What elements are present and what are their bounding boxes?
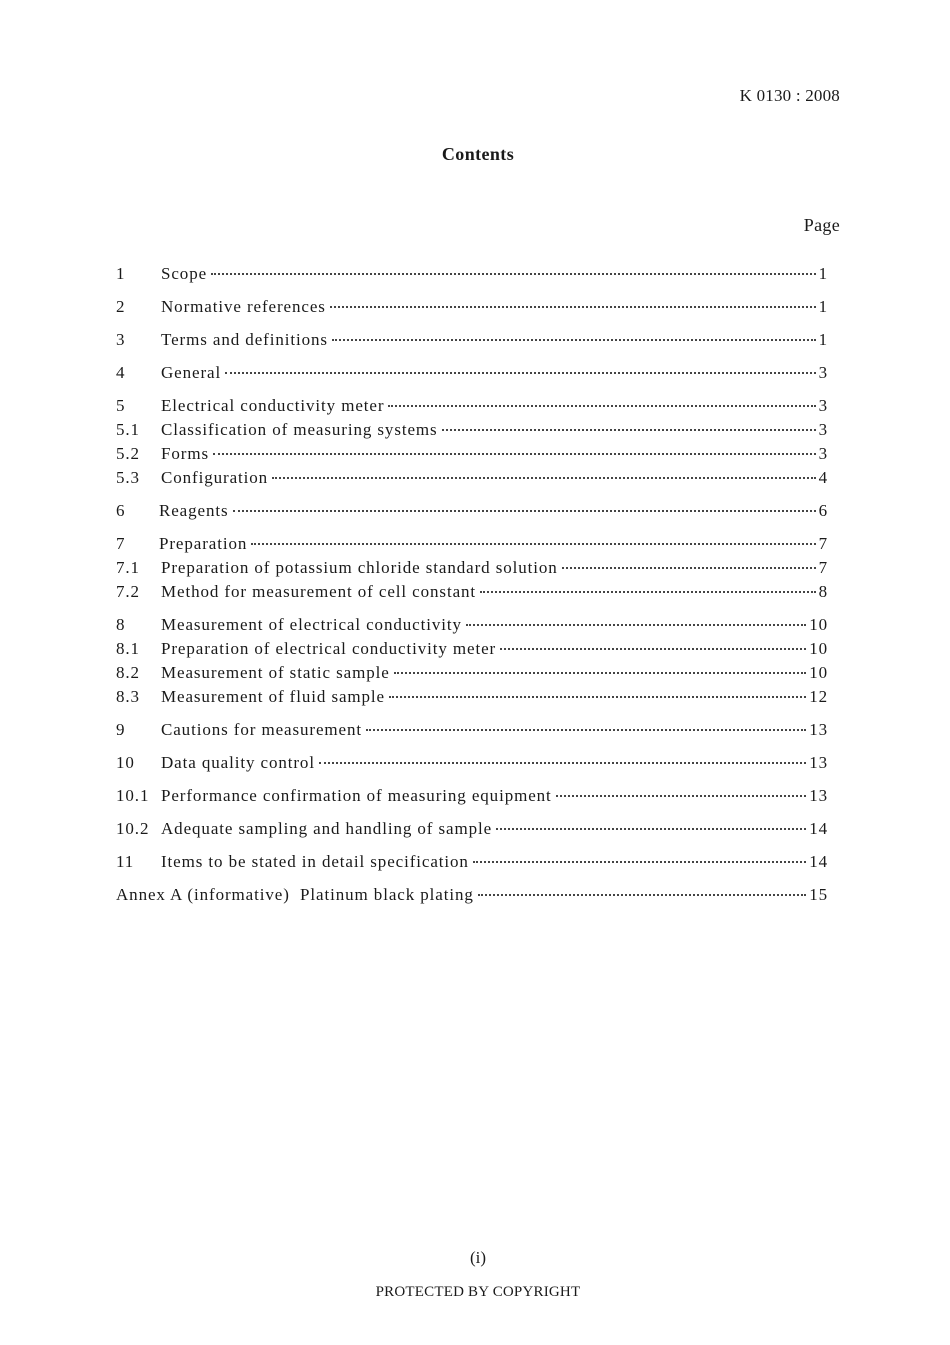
toc-title: Cautions for measurement — [161, 720, 362, 739]
toc-title: General — [161, 363, 222, 382]
dot-leader — [556, 795, 807, 797]
toc-number: 1 — [116, 264, 126, 283]
dot-leader — [478, 894, 806, 896]
toc-entry[interactable] — [116, 328, 828, 352]
dot-leader — [500, 648, 806, 650]
toc-page-number: 3 — [818, 420, 828, 439]
toc-page-number: 10 — [809, 639, 828, 658]
toc-number: 5.3 — [116, 468, 140, 487]
toc-title: Preparation of electrical conductivity meter — [161, 639, 497, 658]
dot-leader — [389, 696, 806, 698]
toc-number: 4 — [116, 363, 126, 382]
toc-number: 10 — [116, 753, 135, 772]
toc-entry[interactable] — [116, 262, 828, 286]
dot-leader — [272, 477, 816, 479]
toc-entry-annex[interactable] — [116, 883, 828, 907]
toc-number: 10.2 — [116, 819, 150, 838]
toc-title: Preparation of potassium chloride standard solution — [161, 558, 558, 577]
toc-entry[interactable] — [116, 637, 828, 661]
dot-leader — [562, 567, 816, 569]
toc-title: Measurement of fluid sample — [161, 687, 385, 706]
toc-title: Performance confirmation of measuring equipment — [161, 786, 552, 805]
dot-leader — [366, 729, 806, 731]
toc-entry[interactable] — [116, 751, 828, 775]
toc-entry[interactable] — [116, 685, 828, 709]
toc-page-number: 13 — [809, 753, 828, 772]
toc-entry[interactable] — [116, 361, 828, 385]
toc-page-number: 6 — [818, 501, 828, 520]
dot-leader — [251, 543, 815, 545]
toc-page-number: 15 — [809, 885, 828, 904]
toc-page-number: 10 — [809, 615, 828, 634]
toc-title: Forms — [161, 444, 209, 463]
dot-leader — [319, 762, 806, 764]
page-column-label: Page — [803, 215, 840, 235]
dot-leader — [442, 429, 816, 431]
dot-leader — [225, 372, 815, 374]
footer-page-number: (i) — [469, 1248, 487, 1267]
toc-entry[interactable] — [116, 580, 828, 604]
toc-page-number: 1 — [818, 297, 828, 316]
toc-entry[interactable] — [116, 295, 828, 319]
toc-entry[interactable] — [116, 394, 828, 418]
toc-entry[interactable] — [116, 817, 828, 841]
dot-leader — [480, 591, 816, 593]
toc-title: Items to be stated in detail specification — [161, 852, 469, 871]
dot-leader — [466, 624, 806, 626]
toc-number: 3 — [116, 330, 126, 349]
toc-entry[interactable] — [116, 466, 828, 490]
toc-title: Method for measurement of cell constant — [161, 582, 477, 601]
dot-leader — [473, 861, 806, 863]
toc-page-number: 1 — [818, 330, 828, 349]
dot-leader — [211, 273, 816, 275]
toc-number: 8.3 — [116, 687, 140, 706]
toc-number: 7.2 — [116, 582, 140, 601]
toc-number: 11 — [116, 852, 135, 871]
toc-entry[interactable] — [116, 532, 828, 556]
toc-number: 9 — [116, 720, 126, 739]
toc-title: Reagents — [159, 501, 229, 520]
toc-number: 2 — [116, 297, 126, 316]
toc-page-number: 8 — [818, 582, 828, 601]
dot-leader — [213, 453, 816, 455]
dot-leader — [388, 405, 815, 407]
document-code: K 0130 : 2008 — [739, 86, 840, 105]
toc-page-number: 13 — [809, 786, 828, 805]
toc-entry[interactable] — [116, 850, 828, 874]
toc-number: 8 — [116, 615, 126, 634]
toc-number: 8.1 — [116, 639, 140, 658]
toc-number: 5.2 — [116, 444, 140, 463]
dot-leader — [233, 510, 816, 512]
dot-leader — [330, 306, 816, 308]
toc-page-number: 3 — [818, 396, 828, 415]
toc-number: 5 — [116, 396, 126, 415]
toc-entry[interactable] — [116, 556, 828, 580]
toc-number: 10.1 — [116, 786, 150, 805]
toc-number: 8.2 — [116, 663, 140, 682]
toc-entry[interactable] — [116, 499, 828, 523]
toc-title: Electrical conductivity meter — [161, 396, 385, 415]
toc-title: Measurement of static sample — [161, 663, 390, 682]
toc-entry[interactable] — [116, 418, 828, 442]
table-of-contents — [116, 262, 828, 907]
toc-number: 7 — [116, 534, 126, 553]
toc-entry[interactable] — [116, 613, 828, 637]
toc-title: Measurement of electrical conductivity — [161, 615, 462, 634]
toc-page-number: 1 — [818, 264, 828, 283]
toc-page-number: 7 — [818, 534, 828, 553]
toc-page-number: 3 — [818, 363, 828, 382]
toc-title: Classification of measuring systems — [161, 420, 438, 439]
toc-page-number: 14 — [809, 819, 828, 838]
toc-title: Configuration — [161, 468, 269, 487]
toc-title: Scope — [161, 264, 208, 283]
toc-page-number: 7 — [818, 558, 828, 577]
dot-leader — [332, 339, 816, 341]
page-title: Contents — [441, 144, 515, 164]
toc-number: 7.1 — [116, 558, 140, 577]
toc-title: Data quality control — [161, 753, 315, 772]
copyright-notice: PROTECTED BY COPYRIGHT — [375, 1284, 581, 1300]
dot-leader — [394, 672, 807, 674]
toc-page-number: 4 — [818, 468, 828, 487]
toc-entry[interactable] — [116, 718, 828, 742]
toc-title: Normative references — [161, 297, 326, 316]
toc-number: 5.1 — [116, 420, 140, 439]
toc-title: Terms and definitions — [161, 330, 328, 349]
toc-entry[interactable] — [116, 661, 828, 685]
toc-page-number: 10 — [809, 663, 828, 682]
toc-page-number: 14 — [809, 852, 828, 871]
toc-page-number: 3 — [818, 444, 828, 463]
toc-page-number: 12 — [809, 687, 828, 706]
toc-title: Annex A (informative) Platinum black plating — [116, 885, 474, 904]
dot-leader — [496, 828, 806, 830]
toc-title: Adequate sampling and handling of sample — [161, 819, 493, 838]
toc-entry[interactable] — [116, 442, 828, 466]
toc-title: Preparation — [159, 534, 248, 553]
toc-page-number: 13 — [809, 720, 828, 739]
toc-number: 6 — [116, 501, 126, 520]
toc-entry[interactable] — [116, 784, 828, 808]
